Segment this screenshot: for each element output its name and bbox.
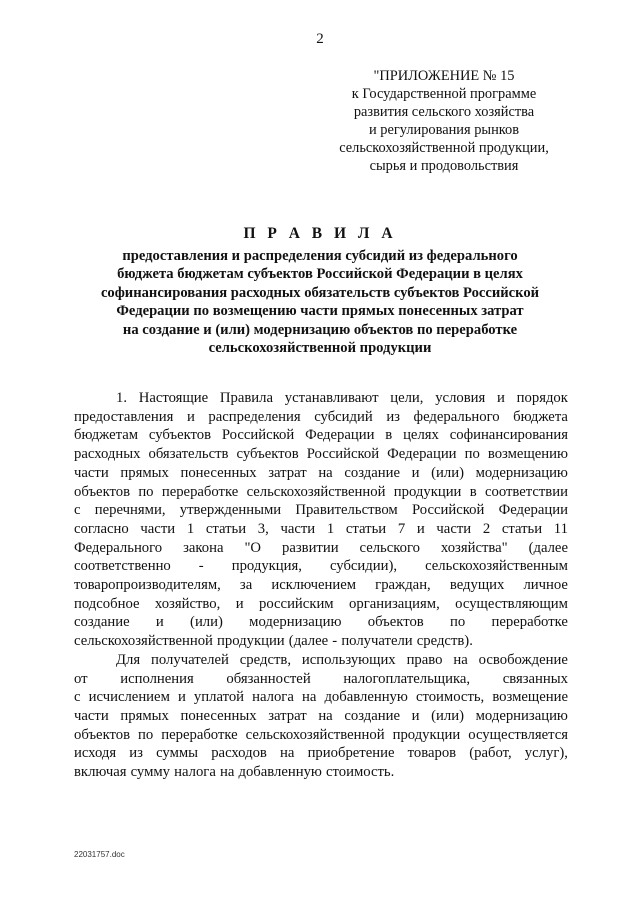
word: софинансирования (449, 427, 568, 444)
word: сумму (130, 764, 171, 781)
text-line (74, 670, 568, 689)
word: закона (183, 539, 224, 556)
word: личное (523, 577, 568, 594)
text-line (74, 744, 568, 763)
word: осуществляется (468, 726, 568, 743)
word: товаропроизводителям, (74, 577, 221, 594)
word: развитии (281, 539, 339, 556)
word: получатели (341, 633, 413, 650)
word: и (497, 390, 505, 406)
page-number: 2 (316, 31, 324, 47)
word: 11 (553, 520, 568, 537)
word: средств, (239, 651, 291, 668)
word: цели, (390, 390, 424, 406)
word: (далее (528, 539, 568, 556)
word: переработке (161, 483, 239, 500)
word: соответственно (74, 558, 171, 575)
word: стоимость. (326, 764, 395, 781)
appendix-line: к Государственной программе (351, 86, 537, 102)
word: статьи (345, 520, 387, 537)
word: обязательств (148, 446, 229, 463)
word: продукция, (231, 558, 302, 575)
word: переработке (161, 726, 238, 743)
word: продукции (217, 633, 285, 650)
word: подсобное (74, 595, 140, 612)
word: получателей (151, 651, 229, 668)
word: на (301, 689, 317, 706)
text-line (74, 483, 568, 502)
subtitle-line: сельскохозяйственной продукции (208, 340, 432, 357)
word: продукции (393, 483, 462, 500)
word: обязанностей (226, 670, 311, 687)
word: налога (174, 764, 216, 781)
word: уплатой (193, 689, 245, 706)
word: от (74, 670, 88, 687)
word: по (138, 726, 154, 743)
word: с (74, 502, 81, 519)
word: объектов (74, 483, 131, 500)
word: добавленную (238, 764, 322, 781)
word: 1 (186, 520, 195, 537)
word: статьи (205, 520, 247, 537)
word: налогоплательщика, (343, 670, 471, 687)
word: объектов (367, 614, 424, 631)
text-line (74, 726, 568, 745)
word: включая (74, 764, 127, 781)
word: право (406, 651, 443, 668)
word: и (235, 595, 244, 612)
word: федерального (413, 408, 500, 425)
word: продукции (392, 726, 461, 743)
subtitle-line: на создание и (или) модернизацию объектов по переработке (122, 321, 518, 338)
word: освобождение (478, 651, 568, 668)
word: и (416, 520, 425, 537)
word: российским (258, 595, 334, 612)
subtitle-line: Федерации по возмещению части прямых понесенных затрат (116, 303, 524, 320)
appendix-line: и регулирования рынков (368, 122, 520, 138)
body-text (74, 389, 568, 782)
word: по (138, 483, 154, 500)
word: суммы (156, 745, 199, 762)
word: объектов (74, 726, 131, 743)
word: бюджета (513, 408, 568, 425)
word: части (280, 520, 316, 537)
word: расходов (211, 745, 267, 762)
word: утвержденными (179, 502, 282, 519)
word: Российской (221, 427, 295, 444)
word: статьи (501, 520, 543, 537)
word: целях (403, 427, 439, 444)
word: прямых (120, 707, 169, 724)
word: возмещению (487, 446, 568, 463)
text-line (74, 501, 568, 520)
word: (или) (431, 464, 464, 481)
text-line (74, 763, 568, 782)
subtitle-line: предоставления и распределения субсидий из федерального (122, 248, 518, 264)
word: предоставления (74, 408, 174, 425)
word: стоимость, (415, 689, 485, 706)
subtitle-line: бюджета бюджетам субъектов Российской Федерации в целях (117, 266, 523, 283)
word: "О (244, 539, 262, 556)
paragraph-1 (74, 389, 568, 651)
appendix-header (322, 67, 566, 175)
word: Федерации (387, 446, 457, 463)
word: части (436, 520, 472, 537)
word: (работ, (469, 745, 512, 762)
word: переработке (491, 614, 568, 631)
word: понесенных (180, 707, 257, 724)
word: субъектов (236, 446, 299, 463)
word: части (74, 464, 109, 481)
word: порядок (516, 390, 568, 406)
word: Настоящие (138, 390, 209, 406)
word: сельскохозяйственным (425, 558, 568, 575)
word: прямых (120, 464, 169, 481)
text-line (74, 426, 568, 445)
word: Для (116, 651, 141, 668)
word: субсидии), (329, 558, 398, 575)
word: расходных (74, 446, 141, 463)
rules-title: П Р А В И Л А (243, 225, 397, 242)
word: Федерации (498, 502, 568, 519)
word: по (450, 614, 466, 631)
word: на (453, 651, 468, 668)
word: исходя (74, 745, 117, 762)
word: модернизацию (475, 707, 568, 724)
text-line (74, 651, 568, 670)
word: Правила (219, 390, 273, 406)
word: затрат (268, 464, 307, 481)
text-line (74, 539, 568, 558)
word: - (332, 633, 338, 650)
text-line (74, 389, 568, 408)
word: субъектов (148, 427, 212, 444)
word: на (280, 745, 295, 762)
word: и (186, 408, 195, 425)
word: и (411, 464, 420, 481)
text-line (74, 707, 568, 726)
word: (или) (190, 614, 223, 631)
word: организациям, (349, 595, 440, 612)
rules-subtitle (60, 247, 580, 357)
word: за (239, 577, 253, 594)
appendix-line: "ПРИЛОЖЕНИЕ № 15 (373, 68, 515, 84)
word: и (411, 707, 420, 724)
word: на (318, 464, 333, 481)
word: (или) (431, 707, 464, 724)
text-line (74, 595, 568, 614)
word: 2 (482, 520, 491, 537)
word: распределения (208, 408, 301, 425)
word: перечнями, (94, 502, 166, 519)
word: с (74, 689, 81, 706)
word: ведущих (449, 577, 505, 594)
text-line (74, 464, 568, 483)
word: из (386, 408, 400, 425)
text-line (74, 445, 568, 464)
word: (далее (288, 633, 329, 650)
text-line (74, 576, 568, 595)
text-line (74, 688, 568, 707)
word: бюджетам (74, 427, 139, 444)
word: Российской (411, 502, 485, 519)
text-line (74, 408, 568, 427)
word: сельского (359, 539, 420, 556)
word: средств). (416, 633, 473, 650)
word: Федерации (305, 427, 375, 444)
text-line (74, 632, 568, 651)
word: затрат (268, 707, 307, 724)
appendix-line: развития сельского хозяйства (353, 104, 535, 120)
word: согласно (74, 520, 129, 537)
word: Правительством (295, 502, 398, 519)
text-line (74, 520, 568, 539)
word: из (129, 745, 143, 762)
appendix-line: сырья и продовольствия (369, 158, 519, 174)
word: сельскохозяйственной (74, 633, 213, 650)
word: в (469, 483, 477, 500)
word: модернизацию (249, 614, 342, 631)
text-line (74, 557, 568, 576)
word: возмещение (492, 689, 568, 706)
word: 1. (116, 390, 128, 406)
word: добавленную (324, 689, 408, 706)
word: на (219, 764, 235, 781)
word: создание (344, 707, 400, 724)
word: 7 (397, 520, 406, 537)
word: 1 (326, 520, 335, 537)
word: в (385, 427, 393, 444)
word: на (318, 707, 333, 724)
word: и (155, 614, 164, 631)
subtitle-line: софинансирования расходных обязательств субъектов Российской (100, 284, 540, 301)
word: налога (252, 689, 294, 706)
word: - (198, 558, 204, 575)
word: создание (344, 464, 400, 481)
paragraph-2 (74, 651, 568, 782)
word: создание (74, 614, 130, 631)
word: граждан, (375, 577, 431, 594)
word: части (74, 707, 109, 724)
word: товаров (407, 745, 457, 762)
word: по (464, 446, 480, 463)
word: сельскохозяйственной (245, 726, 385, 743)
word: и (177, 689, 186, 706)
word: соответствии (484, 483, 568, 500)
word: Федерального (74, 539, 163, 556)
word: сельскохозяйственной (246, 483, 386, 500)
word: субсидий (314, 408, 373, 425)
word: хозяйство, (154, 595, 221, 612)
word: осуществляющим (455, 595, 568, 612)
word: приобретение (307, 745, 395, 762)
word: исключением (271, 577, 357, 594)
word: хозяйства" (440, 539, 508, 556)
word: использующих (301, 651, 396, 668)
document-code: 22031757.doc (74, 850, 125, 859)
word: части (140, 520, 176, 537)
word: Российской (306, 446, 380, 463)
word: устанавливают (284, 390, 379, 406)
word: исполнения (120, 670, 194, 687)
word: 3, (257, 520, 269, 537)
appendix-line: сельскохозяйственной продукции, (339, 140, 549, 156)
word: исчислением (88, 689, 170, 706)
text-line (74, 613, 568, 632)
word: услуг), (524, 745, 568, 762)
word: связанных (502, 670, 568, 687)
word: модернизацию (475, 464, 568, 481)
word: условия (435, 390, 486, 406)
word: понесенных (180, 464, 257, 481)
